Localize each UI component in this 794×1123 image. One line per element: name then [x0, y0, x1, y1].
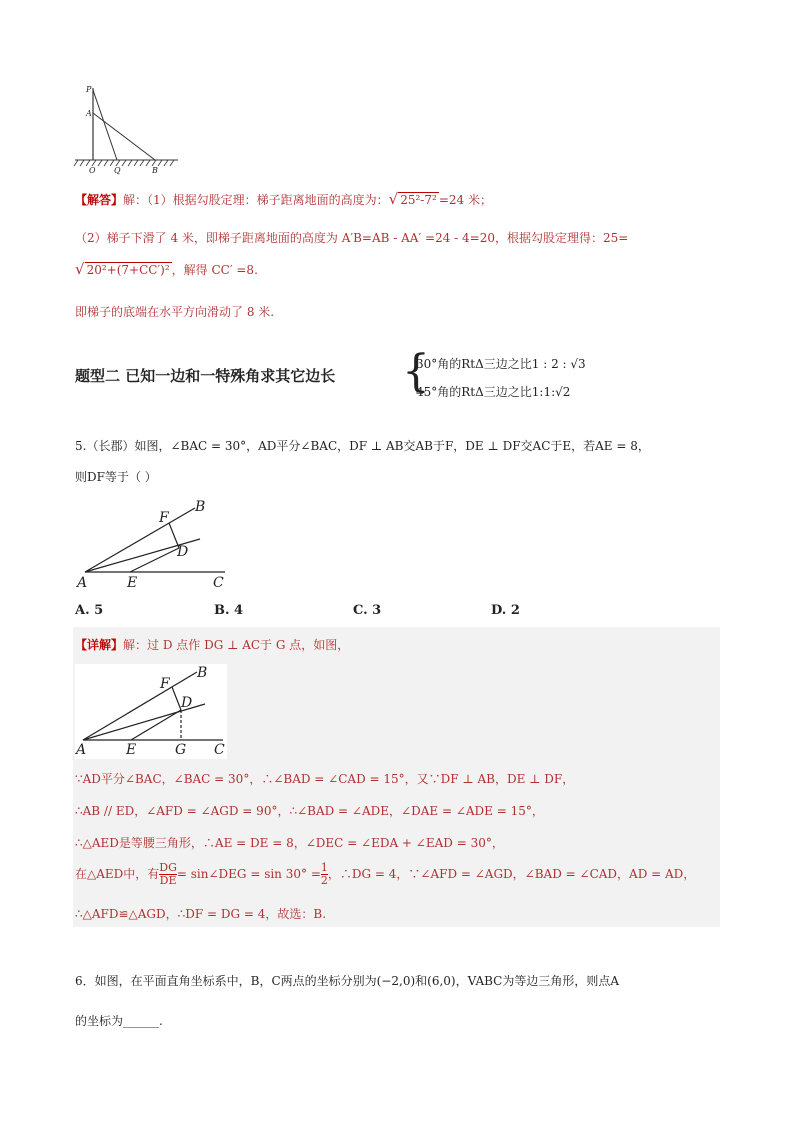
- half-denominator: 2: [320, 874, 328, 887]
- label-C: C: [213, 575, 224, 591]
- detail-line-5: ∴△AFD≌△AGD，∴DF = DG = 4，故选：B.: [75, 907, 327, 921]
- fraction-half: [321, 862, 328, 887]
- q5-option-c[interactable]: C. 3: [353, 603, 382, 618]
- detail-line-4-post: ，∴DG = 4，∵∠AFD = ∠AGD，∠BAD = ∠CAD，AD = AD，: [327, 867, 696, 881]
- label-E: E: [127, 575, 138, 591]
- line-ED: [131, 710, 181, 740]
- q6-line-2: 的坐标为______.: [75, 1014, 163, 1028]
- half-numerator: 1: [320, 861, 328, 874]
- label-A: A: [86, 109, 92, 118]
- ladder-figure: [70, 80, 185, 175]
- answer-line-2: （2）梯子下滑了 4 米，即梯子距离地面的高度为 A′B=AB - AA′ =24 - 4=20，根据勾股定理得：25=: [75, 231, 629, 245]
- answer-line-3: √ 20²+(7+CC′)² ，解得 CC′ =8.: [75, 260, 258, 278]
- label-F: F: [159, 510, 169, 526]
- label-B: B: [197, 665, 208, 681]
- detail-line-1: ∵AD平分∠BAC，∠BAC = 30°，∴∠BAD = ∠CAD = 15°，又∵DF ⊥ AB，DE ⊥ DF，: [75, 772, 575, 786]
- label-O: O: [89, 166, 96, 175]
- detail-intro: 解：过 D 点作 DG ⊥ AC于 G 点，如图，: [123, 638, 350, 652]
- answer-1-prefix: 解：（1）根据勾股定理：梯子距离地面的高度为：: [123, 193, 389, 207]
- section-title: 题型二 已知一边和一特殊角求其它边长: [75, 367, 336, 385]
- q5-option-d[interactable]: D. 2: [491, 603, 520, 618]
- section-case-2: 45°角的RtΔ三边之比1:1:√2: [416, 385, 571, 399]
- section-brace: {: [402, 346, 430, 397]
- answer-2-suffix: ，解得 CC′ =8.: [171, 263, 258, 277]
- detail-line-2: ∴AB // ED，∠AFD = ∠AGD = 90°，∴∠BAD = ∠ADE，∠DAE = ∠ADE = 15°，: [75, 804, 544, 818]
- fraction-numerator: DG: [159, 861, 177, 874]
- detail-intro-line: [75, 636, 349, 653]
- q5-figure: [75, 496, 235, 591]
- line-AB: [85, 508, 195, 572]
- answer-1-sqrt: 25²-7²: [400, 193, 437, 207]
- ladder-line-1: [93, 90, 117, 160]
- label-Q: Q: [114, 166, 121, 175]
- answer-1-result: =24 米；: [438, 193, 492, 207]
- ladder-line-2: [93, 113, 155, 160]
- detail-line-4: [75, 862, 695, 887]
- label-D: D: [177, 544, 189, 560]
- label-E: E: [126, 742, 137, 758]
- label-P: P: [86, 85, 92, 94]
- detail-figure: [75, 664, 227, 759]
- label-A: A: [77, 575, 88, 591]
- label-B: B: [152, 166, 158, 175]
- q5-option-b[interactable]: B. 4: [214, 603, 244, 618]
- answer-tag: 【解答】: [75, 193, 124, 207]
- detail-line-3: ∴△AED是等腰三角形，∴AE = DE = 8，∠DEC = ∠EDA + ∠EAD = 30°，: [75, 836, 504, 850]
- answer-line-1: 【解答】解：（1）根据勾股定理：梯子距离地面的高度为：√ 25²-7² =24 米；: [75, 190, 492, 208]
- q5-line-1: 5.（长郡）如图，∠BAC = 30°，AD平分∠BAC，DF ⊥ AB交AB于F，DE ⊥ DF交AC于E，若AE = 8，: [75, 439, 650, 453]
- label-D: D: [181, 695, 193, 711]
- q5-line-2: 则DF等于（ ）: [75, 470, 157, 484]
- label-A: A: [76, 742, 87, 758]
- label-F: F: [160, 676, 170, 692]
- q6-line-1: 6．如图，在平面直角坐标系中，B，C两点的坐标分别为(−2,0)和(6,0)，VABC为等边三角形，则点A: [75, 974, 619, 988]
- answer-line-4: 即梯子的底端在水平方向滑动了 8 米.: [75, 305, 275, 319]
- line-FD: [172, 687, 181, 710]
- answer-2-sqrt: 20²+(7+CC′)²: [86, 263, 170, 277]
- label-G: G: [175, 742, 187, 758]
- section-case-1: 30°角的RtΔ三边之比1 : 2 : √3: [416, 357, 586, 371]
- label-B: B: [195, 499, 206, 515]
- fraction-dg-de: [159, 862, 177, 887]
- label-C: C: [214, 742, 225, 758]
- detail-line-4-pre: 在△AED中，有: [75, 867, 160, 881]
- q5-option-a[interactable]: A. 5: [75, 603, 104, 618]
- detail-line-4-mid: = sin∠DEG = sin 30° =: [176, 867, 321, 881]
- detail-tag: 【详解】: [75, 638, 124, 652]
- fraction-denominator: DE: [159, 874, 177, 887]
